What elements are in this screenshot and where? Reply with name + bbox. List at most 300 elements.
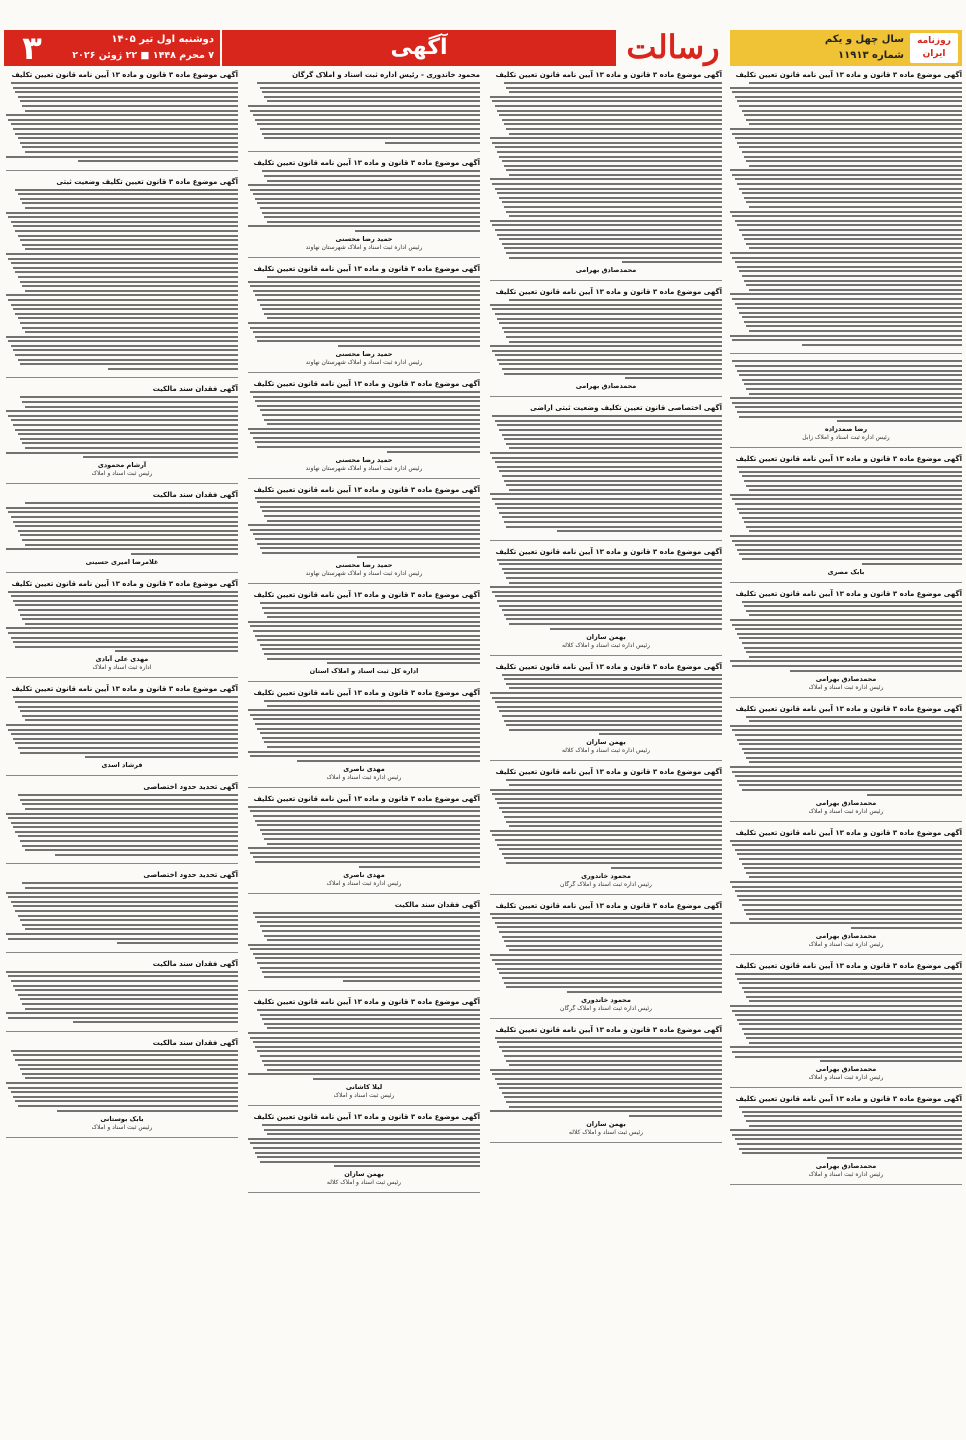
text-line: [297, 760, 480, 762]
text-line: [15, 701, 238, 703]
text-line: [492, 591, 722, 593]
text-line: [264, 96, 480, 98]
text-line: [497, 926, 722, 928]
text-line: [495, 420, 722, 422]
text-line: [739, 105, 962, 107]
text-line: [18, 359, 238, 361]
notice-block: [6, 70, 238, 171]
date-solar: دوشنبه اول تیر ۱۴۰۵: [111, 34, 214, 45]
notice-block: [248, 688, 480, 788]
text-line: [739, 512, 962, 514]
text-line: [250, 432, 480, 434]
text-line: [255, 336, 480, 338]
text-line: [11, 123, 238, 125]
masthead: [0, 0, 966, 66]
text-line: [506, 169, 722, 171]
text-line: [732, 886, 962, 888]
text-line: [264, 935, 480, 937]
text-line: [749, 489, 962, 491]
text-line: [499, 363, 722, 365]
text-line: [730, 293, 962, 295]
text-line: [25, 290, 238, 292]
text-line: [497, 151, 722, 153]
text-line: [83, 456, 238, 458]
text-line: [25, 849, 238, 851]
text-line: [22, 803, 238, 805]
text-line: [746, 872, 962, 874]
year-line: سال چهل و یکم: [824, 34, 904, 45]
notice-block: [248, 794, 480, 894]
text-line: [490, 178, 722, 180]
text-line: [744, 752, 962, 754]
text-line: [255, 1046, 480, 1048]
notice-body-text: [248, 82, 480, 144]
text-line: [248, 322, 480, 324]
text-line: [8, 415, 238, 417]
text-line: [506, 484, 722, 486]
notice-block: [490, 1025, 722, 1143]
text-line: [15, 230, 238, 232]
notice-organization: اداره ثبت اسناد و املاک: [92, 664, 152, 672]
text-line: [267, 520, 480, 522]
text-line: [248, 806, 480, 808]
text-line: [749, 123, 962, 125]
text-line: [499, 156, 722, 158]
text-line: [255, 861, 480, 863]
text-line: [735, 544, 962, 546]
text-line: [359, 866, 480, 868]
text-line: [20, 281, 238, 283]
text-line: [260, 207, 480, 209]
text-line: [497, 559, 722, 561]
notice-body-text: [6, 794, 238, 856]
text-line: [732, 257, 962, 259]
text-line: [25, 207, 238, 209]
text-line: [490, 493, 722, 495]
notice-block: [730, 589, 962, 698]
text-line: [820, 1060, 962, 1062]
text-line: [15, 91, 238, 93]
text-line: [499, 1087, 722, 1089]
notice-body-text: [6, 502, 238, 555]
text-line: [509, 215, 722, 217]
notice-organization: رئیس اداره ثبت اسناد و املاک: [808, 1170, 884, 1178]
text-line: [735, 365, 962, 367]
text-line: [742, 987, 962, 989]
text-line: [746, 119, 962, 121]
text-line: [495, 963, 722, 965]
text-line: [862, 563, 962, 565]
text-line: [85, 756, 238, 758]
text-line: [746, 201, 962, 203]
text-line: [739, 982, 962, 984]
text-line: [495, 798, 722, 800]
text-line: [334, 1165, 480, 1167]
text-line: [735, 303, 962, 305]
text-line: [262, 133, 480, 135]
text-line: [22, 105, 238, 107]
text-line: [262, 510, 480, 512]
text-line: [25, 544, 238, 546]
text-line: [744, 647, 962, 649]
text-line: [22, 539, 238, 541]
text-line: [492, 224, 722, 226]
text-line: [20, 100, 238, 102]
text-line: [13, 1054, 238, 1056]
notice-title: آگهی موضوع ماده ۳ قانون و ماده ۱۳ آیین نامه قانون تعیین تکلیف: [495, 71, 722, 79]
notice-body-text: [6, 82, 238, 162]
text-line: [11, 1050, 238, 1052]
notice-body-text: [248, 602, 480, 664]
text-line: [264, 313, 480, 315]
text-line: [253, 1147, 480, 1149]
text-line: [739, 374, 962, 376]
text-line: [749, 530, 962, 532]
text-line: [267, 1133, 480, 1135]
notice-title: آگهی فقدان سند مالکیت: [152, 385, 238, 394]
text-line: [567, 991, 722, 993]
text-line: [18, 193, 238, 195]
text-line: [497, 802, 722, 804]
text-line: [490, 304, 722, 306]
text-line: [11, 595, 238, 597]
text-line: [495, 839, 722, 841]
text-line: [504, 857, 722, 859]
text-line: [6, 156, 238, 158]
text-line: [497, 466, 722, 468]
notice-organization: رئیس اداره ثبت اسناد و املاک: [808, 683, 884, 691]
notice-signatory: اداره کل ثبت اسناد و املاک استان: [309, 667, 419, 676]
text-line: [746, 1120, 962, 1122]
notice-body-text: [490, 559, 722, 630]
text-line: [737, 549, 962, 551]
notice-title: آگهی تحدید حدود اختصاصی: [143, 783, 238, 792]
text-line: [502, 119, 722, 121]
text-line: [260, 732, 480, 734]
text-line: [742, 642, 962, 644]
notice-organization: رئیس ثبت اسناد و املاک کلاله: [568, 1128, 644, 1136]
text-line: [253, 290, 480, 292]
text-line: [492, 834, 722, 836]
text-line: [504, 331, 722, 333]
notice-body-text: [6, 882, 238, 944]
text-line: [6, 892, 238, 894]
text-line: [497, 600, 722, 602]
text-line: [509, 489, 722, 491]
text-line: [737, 633, 962, 635]
text-line: [22, 618, 238, 620]
text-line: [732, 1134, 962, 1136]
text-line: [264, 216, 480, 218]
text-line: [18, 96, 238, 98]
text-line: [730, 922, 962, 924]
notice-signatory: بهمن سازان: [586, 632, 626, 641]
text-line: [250, 529, 480, 531]
notice-title: آگهی موضوع ماده ۳ قانون و ماده ۱۳ آیین نامه قانون تعیین تکلیف: [495, 662, 722, 671]
text-line: [502, 475, 722, 477]
text-line: [267, 221, 480, 223]
notice-body-text: [6, 396, 238, 458]
notice-signatory: محمود خاندوری: [581, 995, 631, 1004]
text-line: [25, 151, 238, 153]
text-line: [732, 1010, 962, 1012]
text-line: [260, 87, 480, 89]
text-line: [13, 600, 238, 602]
text-line: [25, 331, 238, 333]
text-line: [253, 953, 480, 955]
notice-block: [730, 70, 962, 354]
text-line: [625, 377, 722, 379]
text-line: [502, 936, 722, 938]
notice-signatory: بابک مصری: [827, 567, 865, 576]
text-line: [497, 359, 722, 361]
text-line: [737, 978, 962, 980]
text-line: [6, 627, 238, 629]
notice-organization: رئیس اداره ثبت اسناد و املاک شهرستان نهاوند: [305, 464, 423, 472]
text-line: [11, 822, 238, 824]
text-line: [737, 411, 962, 413]
text-line: [262, 971, 480, 973]
text-line: [18, 706, 238, 708]
text-line: [502, 568, 722, 570]
text-line: [257, 202, 480, 204]
text-line: [264, 1129, 480, 1131]
notice-title: آگهی موضوع ماده ۳ قانون و ماده ۱۳ آیین نامه قانون تعیین تکلیف: [253, 379, 480, 388]
notice-block: [490, 901, 722, 1019]
notice-title: آگهی موضوع ماده ۳ قانون و ماده ۱۳ آیین نامه قانون تعیین تکلیف: [11, 71, 238, 79]
text-line: [8, 896, 238, 898]
text-line: [248, 225, 480, 227]
text-line: [8, 938, 238, 940]
text-line: [22, 442, 238, 444]
text-line: [55, 854, 238, 856]
text-line: [730, 766, 962, 768]
text-line: [499, 710, 722, 712]
text-line: [735, 1014, 962, 1016]
text-line: [257, 82, 480, 84]
text-line: [25, 623, 238, 625]
notice-organization: رئیس اداره ثبت اسناد و املاک زابل: [802, 434, 890, 442]
text-line: [827, 1157, 962, 1159]
text-line: [6, 114, 238, 116]
text-line: [253, 815, 480, 817]
text-line: [262, 212, 480, 214]
text-line: [20, 752, 238, 754]
text-line: [15, 525, 238, 527]
text-line: [499, 114, 722, 116]
notice-block: [730, 828, 962, 955]
text-line: [492, 959, 722, 961]
notice-signatory: بابک بوستانی: [100, 1114, 144, 1123]
text-line: [737, 100, 962, 102]
text-line: [497, 318, 722, 320]
notice-block: [248, 264, 480, 373]
text-line: [497, 1041, 722, 1043]
text-line: [742, 1152, 962, 1154]
text-line: [744, 991, 962, 993]
text-line: [248, 621, 480, 623]
notice-title: آگهی فقدان سند مالکیت: [152, 959, 238, 968]
text-line: [11, 1091, 238, 1093]
text-line: [15, 1100, 238, 1102]
text-line: [749, 1125, 962, 1127]
text-line: [253, 396, 480, 398]
text-line: [499, 848, 722, 850]
text-line: [730, 397, 962, 399]
text-line: [506, 1060, 722, 1062]
text-line: [504, 816, 722, 818]
notice-body-text: [248, 1124, 480, 1167]
text-line: [264, 419, 480, 421]
text-line: [502, 434, 722, 436]
text-line: [622, 261, 722, 263]
notice-title: آگهی موضوع ماده ۳ قانون و ماده ۱۳ آیین نامه قانون تعیین تکلیف: [735, 828, 962, 837]
text-line: [15, 354, 238, 356]
text-line: [22, 327, 238, 329]
text-line: [8, 216, 238, 218]
text-line: [497, 110, 722, 112]
notice-signatory: لیلا کاشانی: [345, 1082, 383, 1091]
notice-body-text: [490, 82, 722, 263]
text-line: [267, 616, 480, 618]
notice-block: [6, 490, 238, 573]
notice-organization: رئیس اداره ثبت اسناد و املاک گرگان: [560, 880, 652, 888]
text-line: [248, 1073, 480, 1075]
text-line: [737, 780, 962, 782]
text-line: [492, 142, 722, 144]
text-line: [267, 705, 480, 707]
text-line: [504, 373, 722, 375]
text-line: [502, 609, 722, 611]
text-line: [730, 494, 962, 496]
text-line: [742, 234, 962, 236]
notice-block: [248, 590, 480, 682]
text-line: [248, 428, 480, 430]
text-line: [250, 391, 480, 393]
text-line: [264, 137, 480, 139]
text-line: [490, 1069, 722, 1071]
text-line: [20, 840, 238, 842]
notice-title: محمود خاندوری - رئیس اداره ثبت اسناد و املاک گرگان: [292, 71, 480, 79]
notice-organization: رئیس اداره ثبت اسناد و املاک: [326, 773, 402, 781]
text-line: [248, 184, 480, 186]
text-line: [732, 298, 962, 300]
column-3: [248, 70, 480, 1436]
text-line: [257, 405, 480, 407]
text-line: [509, 299, 722, 301]
text-line: [260, 547, 480, 549]
text-line: [730, 660, 962, 662]
text-line: [8, 729, 238, 731]
text-line: [267, 423, 480, 425]
notice-title: آگهی موضوع ماده ۳ قانون و ماده ۱۳ آیین نامه قانون تعیین تکلیف: [495, 901, 722, 910]
text-line: [732, 1051, 962, 1053]
text-line: [502, 1050, 722, 1052]
text-line: [25, 502, 238, 504]
text-line: [735, 890, 962, 892]
text-line: [739, 146, 962, 148]
text-line: [260, 967, 480, 969]
text-line: [746, 485, 962, 487]
text-line: [262, 1060, 480, 1062]
text-line: [506, 526, 722, 528]
notice-signatory: محمدصادق بهرامی: [575, 382, 637, 391]
notice-block: [6, 782, 238, 864]
text-line: [15, 646, 238, 648]
notice-title: آگهی موضوع ماده ۳ قانون و ماده ۱۳ آیین نامه قانون تعیین تکلیف: [735, 961, 962, 970]
text-line: [742, 1111, 962, 1113]
text-line: [267, 317, 480, 319]
text-line: [749, 330, 962, 332]
text-line: [499, 322, 722, 324]
text-line: [267, 276, 480, 278]
text-line: [13, 738, 238, 740]
text-line: [15, 271, 238, 273]
date-lunar-gregorian: ۷ محرم ۱۴۴۸ ■ ۲۲ ژوئن ۲۰۲۶: [72, 50, 214, 61]
text-line: [18, 530, 238, 532]
text-line: [260, 644, 480, 646]
notice-block: [6, 579, 238, 679]
text-line: [744, 867, 962, 869]
text-line: [8, 258, 238, 260]
text-line: [732, 402, 962, 404]
text-line: [732, 540, 962, 542]
notice-organization: رئیس ثبت اسناد و املاک کلاله: [326, 1179, 402, 1187]
text-line: [262, 833, 480, 835]
text-line: [730, 252, 962, 254]
text-line: [255, 635, 480, 637]
notice-signatory: مهدی ناصری: [343, 764, 385, 773]
text-line: [744, 280, 962, 282]
notice-title: آگهی موضوع ماده ۳ قانون و ماده ۱۳ آیین نامه قانون تعیین تکلیف: [11, 579, 238, 588]
section-bar: [222, 30, 616, 66]
text-line: [506, 336, 722, 338]
text-line: [749, 614, 962, 616]
text-line: [11, 221, 238, 223]
text-line: [257, 501, 480, 503]
text-line: [730, 211, 962, 213]
notice-title: آگهی اختصاصی قانون تعیین تکلیف وضعیت ثبتی اراضی: [530, 404, 722, 413]
text-line: [509, 174, 722, 176]
text-line: [257, 446, 480, 448]
notice-title: آگهی موضوع ماده ۳ قانون و ماده ۱۳ آیین نامه قانون تعیین تکلیف: [495, 768, 722, 777]
text-line: [250, 755, 480, 757]
text-line: [8, 119, 238, 121]
notice-block: [6, 384, 238, 484]
text-line: [732, 91, 962, 93]
text-line: [18, 317, 238, 319]
text-line: [499, 1046, 722, 1048]
notice-title: آگهی فقدان سند مالکیت: [394, 900, 480, 909]
text-line: [490, 345, 722, 347]
text-line: [13, 267, 238, 269]
text-line: [739, 312, 962, 314]
text-line: [746, 913, 962, 915]
text-line: [264, 1064, 480, 1066]
text-line: [11, 733, 238, 735]
notice-signatory: غلامرضا امیری حسینی: [85, 557, 159, 566]
text-line: [495, 503, 722, 505]
text-line: [737, 853, 962, 855]
text-line: [746, 651, 962, 653]
notice-block: [6, 1038, 238, 1138]
text-line: [22, 845, 238, 847]
text-line: [730, 128, 962, 130]
text-line: [264, 612, 480, 614]
text-line: [13, 521, 238, 523]
notice-body-text: [490, 913, 722, 993]
notice-signatory: بهمن سازان: [586, 738, 626, 747]
